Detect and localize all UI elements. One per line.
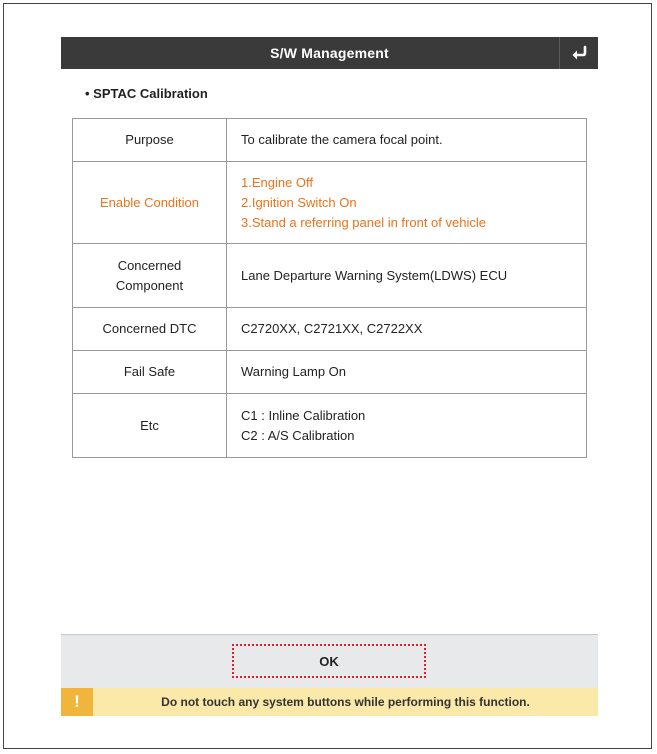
- calibration-info-table: [72, 118, 587, 458]
- concerned-dtc-label: Concerned DTC: [73, 308, 227, 351]
- title-bar: [61, 37, 598, 69]
- etc-line-1: C1 : Inline Calibration: [241, 407, 366, 423]
- enable-condition-line-2: 2.Ignition Switch On: [241, 194, 357, 210]
- concerned-dtc-value: C2720XX, C2721XX, C2722XX: [227, 308, 587, 351]
- table-row-concerned-dtc: [73, 308, 587, 351]
- etc-line-2: C2 : A/S Calibration: [241, 427, 355, 443]
- etc-label: Etc: [73, 394, 227, 458]
- concerned-component-value: Lane Departure Warning System(LDWS) ECU: [227, 244, 587, 308]
- concerned-component-label-line-2: Component: [115, 277, 184, 293]
- exclamation-icon: !: [61, 688, 93, 716]
- table-row-purpose: [73, 119, 587, 162]
- section-heading: • SPTAC Calibration: [85, 86, 208, 101]
- enable-condition-value: [227, 162, 587, 244]
- enable-condition-line-3: 3.Stand a referring panel in front of vehicle: [241, 214, 486, 230]
- concerned-component-label-line-1: Concerned: [117, 257, 182, 273]
- concerned-component-label: [73, 244, 227, 308]
- table-row-enable-condition: [73, 162, 587, 244]
- etc-value: [227, 394, 587, 458]
- footer-bar: [61, 634, 598, 688]
- back-button[interactable]: [559, 37, 598, 69]
- table-row-concerned-component: [73, 244, 587, 308]
- fail-safe-label: Fail Safe: [73, 351, 227, 394]
- purpose-label: Purpose: [73, 119, 227, 162]
- fail-safe-value: Warning Lamp On: [227, 351, 587, 394]
- sw-management-window: [61, 37, 598, 716]
- enable-condition-line-1: 1.Engine Off: [241, 174, 314, 190]
- table-row-fail-safe: [73, 351, 587, 394]
- return-arrow-icon: [570, 45, 588, 61]
- purpose-value: To calibrate the camera focal point.: [227, 119, 587, 162]
- ok-button[interactable]: OK: [232, 644, 426, 678]
- enable-condition-label: Enable Condition: [73, 162, 227, 244]
- window-title: S/W Management: [270, 45, 389, 61]
- warning-bar: [61, 688, 598, 716]
- table-row-etc: [73, 394, 587, 458]
- warning-message: Do not touch any system buttons while performing this function.: [161, 695, 530, 709]
